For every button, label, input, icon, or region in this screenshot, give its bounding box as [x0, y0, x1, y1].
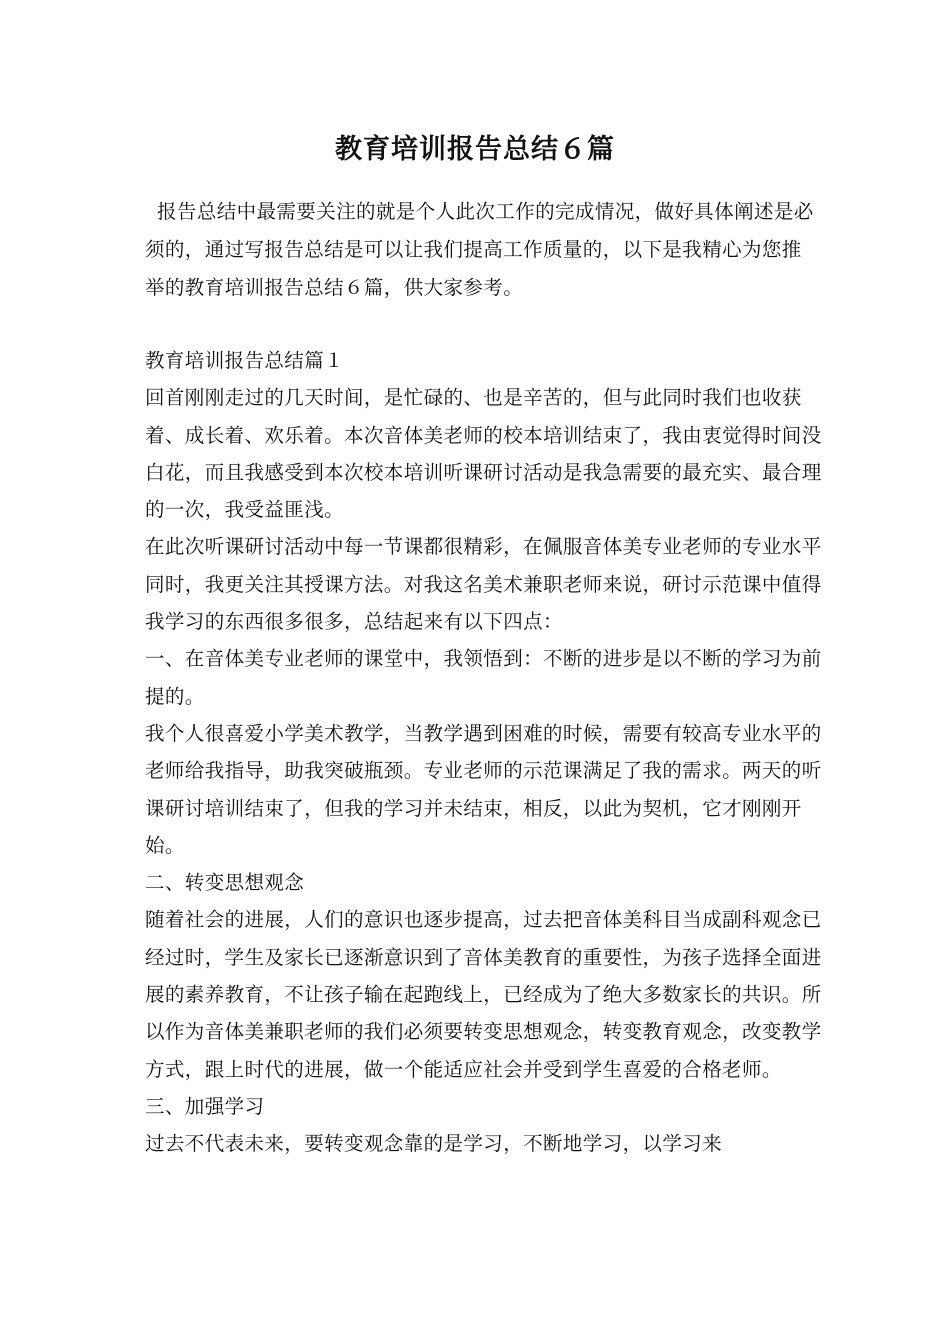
subheading: 二、转变思想观念	[145, 871, 305, 895]
paragraph: 回首刚刚走过的几天时间，是忙碌的、也是辛苦的，但与此同时我们也收获着、成长着、欢乐着。本次音体美老师的校本培训结束了，我由衷觉得时间没白花，而且我感受到本次校本培训听课研讨活动是我急需要的最充实、最合理的一次，我受益匪浅。	[145, 386, 822, 522]
intro-paragraph	[145, 193, 815, 307]
section-heading: 教育培训报告总结篇１	[145, 349, 345, 372]
document-title: 教育培训报告总结６篇	[335, 134, 615, 165]
paragraph: 我个人很喜爱小学美术教学，当教学遇到困难的时候，需要有较高专业水平的老师给我指导，助我突破瓶颈。专业老师的示范课满足了我的需求。两天的听课研讨培训结束了，但我的学习并未结束，相反，以此为契机，它才刚刚开始。	[145, 721, 822, 857]
paragraph: 过去不代表未来，要转变观念靠的是学习，不断地学习，以学习来	[145, 1132, 723, 1156]
paragraph: 随着社会的进展，人们的意识也逐步提高，过去把音体美科目当成副科观念已经过时，学生及家长已逐渐意识到了音体美教育的重要性，为孩子选择全面进展的素养教育，不让孩子输在起跑线上，已经成为了绝大多数家长的共识。所以作为音体美兼职老师的我们必须要转变思想观念，转变教育观念，改变教学方式，跟上时代的进展，做一个能适应社会并受到学生喜爱的合格老师。	[145, 908, 822, 1081]
intro-text: 报告总结中最需要关注的就是个人此次工作的完成情况，做好具体阐述是必须的，通过写报告总结是可以让我们提高工作质量的，以下是我精心为您推举的教育培训报告总结６篇，供大家参考。	[145, 200, 814, 299]
subheading: 一、在音体美专业老师的课堂中，我领悟到：不断的进步是以不断的学习为前提的。	[145, 647, 822, 708]
paragraph: 在此次听课研讨活动中每一节课都很精彩，在佩服音体美专业老师的专业水平同时，我更关注其授课方法。对我这名美术兼职老师来说，研讨示范课中值得我学习的东西很多很多，总结起来有以下四点：	[145, 535, 822, 634]
article-body	[145, 342, 830, 1163]
subheading: 三、加强学习	[145, 1094, 265, 1118]
